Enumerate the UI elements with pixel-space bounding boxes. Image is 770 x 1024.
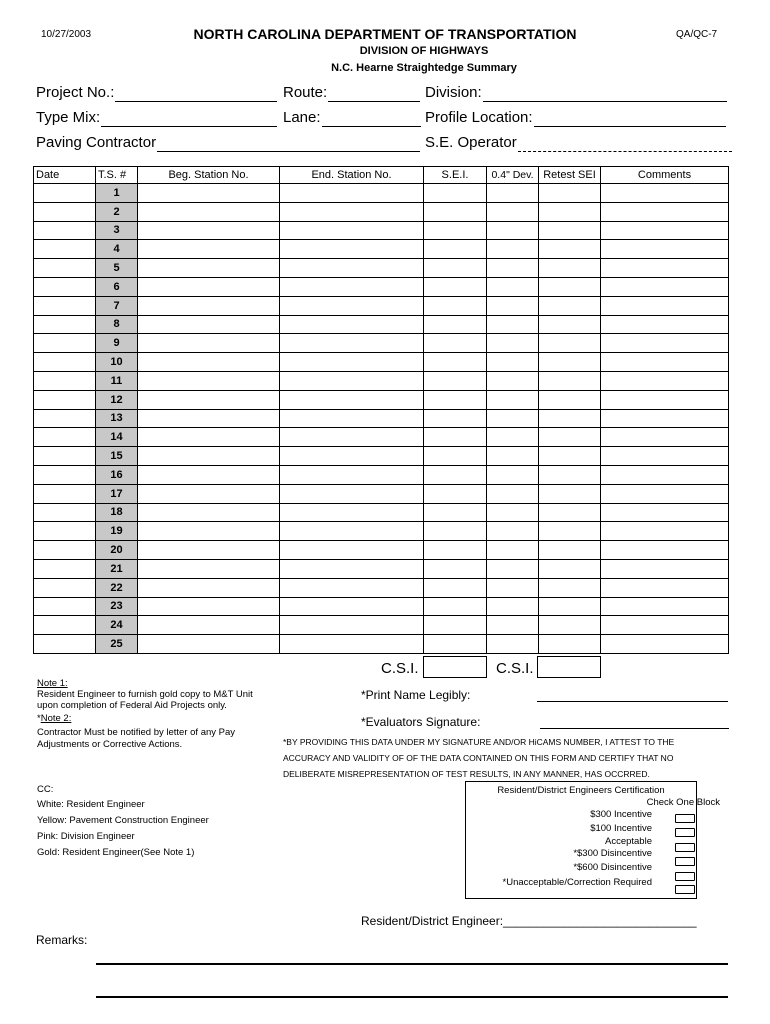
ts-number: 10 bbox=[96, 353, 138, 372]
table-cell[interactable] bbox=[601, 296, 729, 315]
table-cell[interactable] bbox=[539, 522, 601, 541]
table-cell[interactable] bbox=[487, 559, 539, 578]
table-row bbox=[34, 315, 729, 334]
profile-location-label: Profile Location: bbox=[425, 109, 533, 126]
table-cell[interactable] bbox=[487, 541, 539, 560]
ts-number: 6 bbox=[96, 277, 138, 296]
check-one-label: Check One Block bbox=[646, 797, 720, 808]
table-cell[interactable] bbox=[34, 522, 96, 541]
opt-100-incentive: $100 Incentive bbox=[590, 823, 652, 834]
table-cell[interactable] bbox=[280, 484, 424, 503]
table-cell[interactable] bbox=[487, 428, 539, 447]
ts-number: 20 bbox=[96, 541, 138, 560]
table-cell[interactable] bbox=[487, 635, 539, 654]
table-row bbox=[34, 259, 729, 278]
table-cell[interactable] bbox=[601, 559, 729, 578]
table-cell[interactable] bbox=[424, 578, 487, 597]
table-cell[interactable] bbox=[34, 334, 96, 353]
lane-field[interactable] bbox=[283, 109, 421, 127]
table-cell[interactable] bbox=[424, 371, 487, 390]
table-cell[interactable] bbox=[138, 334, 280, 353]
table-cell[interactable] bbox=[601, 522, 729, 541]
table-cell[interactable] bbox=[34, 447, 96, 466]
table-row bbox=[34, 240, 729, 259]
table-cell[interactable] bbox=[280, 635, 424, 654]
table-cell[interactable] bbox=[601, 409, 729, 428]
table-cell[interactable] bbox=[539, 578, 601, 597]
table-cell[interactable] bbox=[138, 240, 280, 259]
lane-label: Lane: bbox=[283, 109, 321, 126]
table-cell[interactable] bbox=[34, 202, 96, 221]
ts-number: 2 bbox=[96, 202, 138, 221]
table-cell[interactable] bbox=[424, 409, 487, 428]
table-cell[interactable] bbox=[424, 259, 487, 278]
table-cell[interactable] bbox=[138, 390, 280, 409]
table-cell[interactable] bbox=[487, 353, 539, 372]
csi-label-2: C.S.I. bbox=[496, 660, 534, 677]
table-cell[interactable] bbox=[601, 277, 729, 296]
note1-title: Note 1: bbox=[37, 678, 68, 689]
table-cell[interactable] bbox=[539, 541, 601, 560]
table-cell[interactable] bbox=[424, 277, 487, 296]
opt-300-disincentive: *$300 Disincentive bbox=[573, 848, 652, 859]
table-cell[interactable] bbox=[138, 578, 280, 597]
table-cell[interactable] bbox=[424, 428, 487, 447]
table-cell[interactable] bbox=[539, 296, 601, 315]
col-date: Date bbox=[34, 167, 96, 184]
table-cell[interactable] bbox=[138, 277, 280, 296]
project-no-label: Project No.: bbox=[36, 84, 115, 101]
table-cell[interactable] bbox=[487, 371, 539, 390]
table-row bbox=[34, 484, 729, 503]
division-heading: DIVISION OF HIGHWAYS bbox=[359, 45, 489, 57]
table-cell[interactable] bbox=[539, 334, 601, 353]
table-cell[interactable] bbox=[487, 202, 539, 221]
ts-number: 14 bbox=[96, 428, 138, 447]
table-cell[interactable] bbox=[424, 522, 487, 541]
table-row bbox=[34, 221, 729, 240]
ts-number: 13 bbox=[96, 409, 138, 428]
table-cell[interactable] bbox=[601, 465, 729, 484]
table-cell[interactable] bbox=[280, 465, 424, 484]
table-cell[interactable] bbox=[487, 578, 539, 597]
table-cell[interactable] bbox=[34, 259, 96, 278]
table-row bbox=[34, 635, 729, 654]
checkbox-600-disincentive[interactable] bbox=[675, 872, 695, 881]
table-cell[interactable] bbox=[539, 259, 601, 278]
table-cell[interactable] bbox=[487, 597, 539, 616]
table-cell[interactable] bbox=[280, 428, 424, 447]
se-operator-field[interactable] bbox=[425, 134, 732, 152]
opt-600-disincentive: *$600 Disincentive bbox=[573, 862, 652, 873]
opt-300-incentive: $300 Incentive bbox=[590, 809, 652, 820]
table-cell[interactable] bbox=[539, 503, 601, 522]
table-cell[interactable] bbox=[424, 334, 487, 353]
table-cell[interactable] bbox=[539, 371, 601, 390]
table-cell[interactable] bbox=[424, 541, 487, 560]
opt-unacceptable: *Unacceptable/Correction Required bbox=[502, 877, 652, 888]
table-cell[interactable] bbox=[34, 371, 96, 390]
note2-heading bbox=[37, 713, 71, 725]
table-cell[interactable] bbox=[34, 484, 96, 503]
table-cell[interactable] bbox=[539, 465, 601, 484]
attest-line-1: *BY PROVIDING THIS DATA UNDER MY SIGNATURE AND/OR HiCAMS NUMBER, I ATTEST TO THE bbox=[283, 737, 675, 747]
table-cell[interactable] bbox=[487, 240, 539, 259]
col-end-station: End. Station No. bbox=[280, 167, 424, 184]
table-cell[interactable] bbox=[424, 184, 487, 203]
type-mix-label: Type Mix: bbox=[36, 109, 101, 126]
table-cell[interactable] bbox=[138, 371, 280, 390]
table-cell[interactable] bbox=[34, 428, 96, 447]
table-cell[interactable] bbox=[34, 578, 96, 597]
table-cell[interactable] bbox=[487, 296, 539, 315]
table-cell[interactable] bbox=[424, 635, 487, 654]
table-cell[interactable] bbox=[424, 353, 487, 372]
col-retest-sei: Retest SEI bbox=[539, 167, 601, 184]
table-cell[interactable] bbox=[138, 409, 280, 428]
col-sei: S.E.I. bbox=[424, 167, 487, 184]
csi-box-2[interactable] bbox=[537, 656, 601, 678]
table-cell[interactable] bbox=[34, 277, 96, 296]
table-cell[interactable] bbox=[34, 240, 96, 259]
table-cell[interactable] bbox=[601, 184, 729, 203]
table-cell[interactable] bbox=[280, 578, 424, 597]
table-cell[interactable] bbox=[280, 597, 424, 616]
table-cell[interactable] bbox=[424, 559, 487, 578]
table-cell[interactable] bbox=[138, 428, 280, 447]
table-row bbox=[34, 559, 729, 578]
table-cell[interactable] bbox=[280, 315, 424, 334]
table-cell[interactable] bbox=[424, 503, 487, 522]
table-row bbox=[34, 578, 729, 597]
table-cell[interactable] bbox=[601, 428, 729, 447]
table-cell[interactable] bbox=[601, 541, 729, 560]
table-cell[interactable] bbox=[487, 484, 539, 503]
table-row bbox=[34, 465, 729, 484]
table-cell[interactable] bbox=[539, 409, 601, 428]
table-cell[interactable] bbox=[280, 616, 424, 635]
page-title: NORTH CAROLINA DEPARTMENT OF TRANSPORTATION bbox=[193, 26, 577, 42]
table-cell[interactable] bbox=[601, 390, 729, 409]
table-cell[interactable] bbox=[138, 447, 280, 466]
ts-number: 12 bbox=[96, 390, 138, 409]
ts-number: 8 bbox=[96, 315, 138, 334]
table-cell[interactable] bbox=[601, 334, 729, 353]
table-cell[interactable] bbox=[280, 240, 424, 259]
table-cell[interactable] bbox=[280, 503, 424, 522]
table-cell[interactable] bbox=[539, 447, 601, 466]
certification-box bbox=[465, 781, 720, 899]
table-cell[interactable] bbox=[487, 616, 539, 635]
table-cell[interactable] bbox=[280, 296, 424, 315]
table-cell[interactable] bbox=[487, 334, 539, 353]
division-label: Division: bbox=[425, 84, 482, 101]
table-cell[interactable] bbox=[280, 390, 424, 409]
csi-box-1[interactable] bbox=[423, 656, 487, 678]
table-cell[interactable] bbox=[539, 484, 601, 503]
table-cell[interactable] bbox=[539, 240, 601, 259]
table-cell[interactable] bbox=[424, 296, 487, 315]
table-cell[interactable] bbox=[34, 635, 96, 654]
table-cell[interactable] bbox=[138, 259, 280, 278]
table-cell[interactable] bbox=[34, 503, 96, 522]
table-cell[interactable] bbox=[280, 259, 424, 278]
cc-white: White: Resident Engineer bbox=[37, 799, 145, 810]
table-cell[interactable] bbox=[539, 277, 601, 296]
straightedge-table bbox=[33, 166, 729, 654]
table-cell[interactable] bbox=[424, 315, 487, 334]
table-cell[interactable] bbox=[539, 597, 601, 616]
table-row bbox=[34, 522, 729, 541]
ts-number: 23 bbox=[96, 597, 138, 616]
ts-number: 1 bbox=[96, 184, 138, 203]
ts-number: 16 bbox=[96, 465, 138, 484]
ts-number: 5 bbox=[96, 259, 138, 278]
table-cell[interactable] bbox=[424, 202, 487, 221]
table-cell[interactable] bbox=[539, 559, 601, 578]
table-row bbox=[34, 616, 729, 635]
checkbox-300-disincentive[interactable] bbox=[675, 857, 695, 866]
remarks-line-2[interactable] bbox=[96, 996, 728, 998]
table-cell[interactable] bbox=[424, 616, 487, 635]
form-date: 10/27/2003 bbox=[41, 29, 92, 40]
ts-number: 21 bbox=[96, 559, 138, 578]
table-cell[interactable] bbox=[280, 277, 424, 296]
table-row bbox=[34, 390, 729, 409]
table-row bbox=[34, 277, 729, 296]
table-cell[interactable] bbox=[601, 447, 729, 466]
form-subtitle: N.C. Hearne Straightedge Summary bbox=[331, 62, 517, 74]
table-row bbox=[34, 503, 729, 522]
table-row bbox=[34, 202, 729, 221]
table-cell[interactable] bbox=[487, 447, 539, 466]
col-ts: T.S. # bbox=[96, 167, 138, 184]
table-cell[interactable] bbox=[539, 221, 601, 240]
table-row bbox=[34, 334, 729, 353]
table-row bbox=[34, 447, 729, 466]
table-cell[interactable] bbox=[487, 184, 539, 203]
table-cell[interactable] bbox=[138, 202, 280, 221]
ts-number: 25 bbox=[96, 635, 138, 654]
attest-line-3: DELIBERATE MISREPRESENTATION OF TEST RESULTS, IN ANY MANNER, HAS OCCRRED. bbox=[283, 769, 650, 779]
table-cell[interactable] bbox=[601, 635, 729, 654]
table-cell[interactable] bbox=[424, 484, 487, 503]
cc-gold: Gold: Resident Engineer(See Note 1) bbox=[37, 847, 195, 858]
opt-acceptable: Acceptable bbox=[604, 836, 652, 847]
note1-line1: Resident Engineer to furnish gold copy to M&T Unit bbox=[37, 689, 253, 700]
table-cell[interactable] bbox=[138, 221, 280, 240]
checkbox-100-incentive[interactable] bbox=[675, 828, 695, 837]
ts-number: 17 bbox=[96, 484, 138, 503]
table-cell[interactable] bbox=[34, 541, 96, 560]
table-cell[interactable] bbox=[539, 428, 601, 447]
table-cell[interactable] bbox=[601, 221, 729, 240]
table-cell[interactable] bbox=[424, 465, 487, 484]
table-cell[interactable] bbox=[138, 315, 280, 334]
remarks-line-1[interactable] bbox=[96, 963, 728, 965]
division-field[interactable] bbox=[425, 84, 727, 102]
table-cell[interactable] bbox=[138, 465, 280, 484]
table-cell[interactable] bbox=[601, 597, 729, 616]
evaluator-signature-line[interactable] bbox=[540, 728, 729, 729]
ts-number: 15 bbox=[96, 447, 138, 466]
table-header-row bbox=[34, 167, 729, 184]
table-cell[interactable] bbox=[487, 503, 539, 522]
table-cell[interactable] bbox=[601, 202, 729, 221]
paving-contractor-field[interactable] bbox=[36, 134, 420, 152]
table-cell[interactable] bbox=[280, 202, 424, 221]
se-operator-label: S.E. Operator bbox=[425, 134, 517, 151]
table-cell[interactable] bbox=[601, 240, 729, 259]
table-cell[interactable] bbox=[280, 559, 424, 578]
table-cell[interactable] bbox=[34, 390, 96, 409]
table-cell[interactable] bbox=[138, 353, 280, 372]
table-cell[interactable] bbox=[539, 635, 601, 654]
ts-number: 19 bbox=[96, 522, 138, 541]
table-row bbox=[34, 597, 729, 616]
table-cell[interactable] bbox=[487, 409, 539, 428]
cc-label: CC: bbox=[37, 784, 54, 795]
table-cell[interactable] bbox=[424, 597, 487, 616]
table-cell[interactable] bbox=[138, 635, 280, 654]
table-cell[interactable] bbox=[34, 465, 96, 484]
print-name-label: *Print Name Legibly: bbox=[361, 688, 471, 702]
col-beg-station: Beg. Station No. bbox=[138, 167, 280, 184]
evaluator-signature-label: *Evaluators Signature: bbox=[361, 715, 481, 729]
table-cell[interactable] bbox=[138, 616, 280, 635]
table-cell[interactable] bbox=[487, 277, 539, 296]
table-cell[interactable] bbox=[138, 503, 280, 522]
table-cell[interactable] bbox=[487, 465, 539, 484]
note1-line2: upon completion of Federal Aid Projects only. bbox=[37, 700, 227, 711]
checkbox-unacceptable[interactable] bbox=[675, 885, 695, 894]
table-cell[interactable] bbox=[601, 578, 729, 597]
attest-line-2: ACCURACY AND VALIDITY OF OF THE DATA CONTAINED ON THIS FORM AND CERTIFY THAT NO bbox=[283, 753, 674, 763]
form-code: QA/QC-7 bbox=[676, 29, 718, 40]
certification-title: Resident/District Engineers Certification bbox=[497, 785, 665, 796]
note2-line2: Adjustments or Corrective Actions. bbox=[37, 739, 183, 750]
table-cell[interactable] bbox=[601, 259, 729, 278]
table-cell[interactable] bbox=[280, 522, 424, 541]
checkbox-acceptable[interactable] bbox=[675, 843, 695, 852]
ts-number: 24 bbox=[96, 616, 138, 635]
table-cell[interactable] bbox=[34, 353, 96, 372]
table-cell[interactable] bbox=[539, 315, 601, 334]
table-row bbox=[34, 409, 729, 428]
table-cell[interactable] bbox=[280, 447, 424, 466]
table-cell[interactable] bbox=[34, 559, 96, 578]
table-row bbox=[34, 184, 729, 203]
table-cell[interactable] bbox=[487, 259, 539, 278]
note2-title: Note 2: bbox=[40, 713, 72, 724]
table-cell[interactable] bbox=[138, 296, 280, 315]
note2-star: * bbox=[37, 713, 41, 724]
table-row bbox=[34, 541, 729, 560]
table-cell[interactable] bbox=[601, 484, 729, 503]
cc-yellow: Yellow: Pavement Construction Engineer bbox=[37, 815, 209, 826]
col-dev: 0.4" Dev. bbox=[487, 167, 539, 184]
table-cell[interactable] bbox=[539, 202, 601, 221]
table-cell[interactable] bbox=[34, 616, 96, 635]
table-cell[interactable] bbox=[34, 315, 96, 334]
table-cell[interactable] bbox=[539, 353, 601, 372]
table-cell[interactable] bbox=[34, 184, 96, 203]
table-cell[interactable] bbox=[138, 184, 280, 203]
table-cell[interactable] bbox=[539, 390, 601, 409]
table-row bbox=[34, 296, 729, 315]
table-cell[interactable] bbox=[601, 353, 729, 372]
table-cell[interactable] bbox=[601, 315, 729, 334]
table-cell[interactable] bbox=[424, 390, 487, 409]
table-cell[interactable] bbox=[487, 221, 539, 240]
table-cell[interactable] bbox=[138, 541, 280, 560]
table-cell[interactable] bbox=[138, 484, 280, 503]
table-cell[interactable] bbox=[539, 184, 601, 203]
ts-number: 11 bbox=[96, 371, 138, 390]
table-cell[interactable] bbox=[280, 371, 424, 390]
csi-label-1: C.S.I. bbox=[381, 660, 419, 677]
table-cell[interactable] bbox=[424, 221, 487, 240]
table-cell[interactable] bbox=[601, 371, 729, 390]
table-cell[interactable] bbox=[424, 240, 487, 259]
ts-number: 9 bbox=[96, 334, 138, 353]
table-cell[interactable] bbox=[34, 597, 96, 616]
table-cell[interactable] bbox=[487, 522, 539, 541]
table-cell[interactable] bbox=[280, 541, 424, 560]
profile-location-field[interactable] bbox=[425, 109, 726, 127]
table-cell[interactable] bbox=[34, 409, 96, 428]
table-cell[interactable] bbox=[280, 221, 424, 240]
ts-number: 22 bbox=[96, 578, 138, 597]
table-row bbox=[34, 428, 729, 447]
table-cell[interactable] bbox=[487, 315, 539, 334]
table-cell[interactable] bbox=[424, 447, 487, 466]
table-cell[interactable] bbox=[34, 221, 96, 240]
table-cell[interactable] bbox=[280, 353, 424, 372]
remarks-label: Remarks: bbox=[36, 933, 88, 947]
table-cell[interactable] bbox=[280, 334, 424, 353]
resident-engineer-signature[interactable]: Resident/District Engineer:_____________________________ bbox=[361, 914, 697, 928]
ts-number: 7 bbox=[96, 296, 138, 315]
table-row bbox=[34, 371, 729, 390]
ts-number: 18 bbox=[96, 503, 138, 522]
table-cell[interactable] bbox=[138, 522, 280, 541]
table-cell[interactable] bbox=[601, 616, 729, 635]
type-mix-field[interactable] bbox=[36, 109, 277, 127]
table-row bbox=[34, 353, 729, 372]
table-cell[interactable] bbox=[280, 409, 424, 428]
note2-line1: Contractor Must be notified by letter of any Pay bbox=[37, 727, 236, 738]
table-cell[interactable] bbox=[601, 503, 729, 522]
route-field[interactable] bbox=[283, 84, 420, 102]
ts-number: 3 bbox=[96, 221, 138, 240]
project-no-field[interactable] bbox=[36, 84, 277, 102]
print-name-line[interactable] bbox=[537, 701, 728, 702]
checkbox-300-incentive[interactable] bbox=[675, 814, 695, 823]
route-label: Route: bbox=[283, 84, 328, 101]
col-comments: Comments bbox=[601, 167, 729, 184]
table-cell[interactable] bbox=[487, 390, 539, 409]
table-cell[interactable] bbox=[539, 616, 601, 635]
ts-number: 4 bbox=[96, 240, 138, 259]
cc-pink: Pink: Division Engineer bbox=[37, 831, 135, 842]
table-cell[interactable] bbox=[138, 559, 280, 578]
paving-contractor-label: Paving Contractor bbox=[36, 134, 157, 151]
table-cell[interactable] bbox=[34, 296, 96, 315]
table-cell[interactable] bbox=[138, 597, 280, 616]
table-cell[interactable] bbox=[280, 184, 424, 203]
